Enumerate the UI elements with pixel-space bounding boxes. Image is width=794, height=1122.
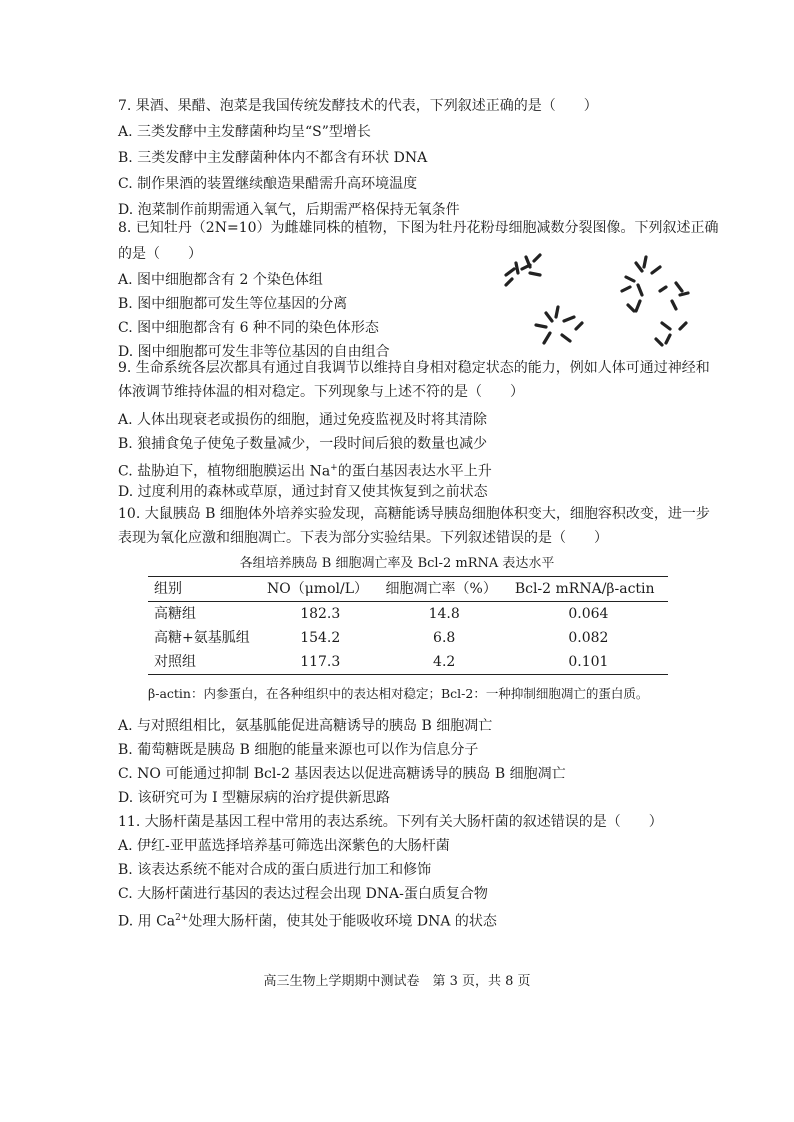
table-title: 各组培养胰岛 B 细胞凋亡率及 Bcl-2 mRNA 表达水平 — [239, 556, 555, 571]
q8-option-b: B. 图中细胞都可发生等位基因的分离 — [118, 296, 348, 312]
cell-bcl2: 0.101 — [509, 650, 668, 675]
chromosome-cluster-1 — [506, 255, 540, 285]
q9-option-c — [118, 458, 492, 482]
q7-option-a: A. 三类发酵中主发酵菌种均呈“S”型增长 — [118, 124, 371, 140]
table-row — [148, 650, 668, 675]
q11-option-a: A. 伊红-亚甲蓝选择培养基可筛选出深紫色的大肠杆菌 — [118, 838, 450, 854]
q11-option-d — [118, 908, 497, 932]
header-group: 组别 — [148, 577, 261, 602]
q11-option-d-tail: 处理大肠杆菌，使其处于能吸收环境 DNA 的状态 — [188, 913, 497, 930]
cell-no: 154.2 — [300, 630, 341, 646]
table-row — [148, 626, 668, 650]
cell-bcl2: 0.082 — [568, 630, 609, 646]
table-header-row — [148, 577, 668, 602]
header-no: NO（μmol/L） — [261, 577, 380, 602]
cell-no: 117.3 — [261, 650, 380, 675]
cell-no: 182.3 — [300, 606, 341, 622]
cell-apoptosis: 6.8 — [433, 630, 456, 646]
results-table — [148, 576, 668, 675]
q9-option-c-tail: 的蛋白基因表达水平上升 — [337, 463, 492, 480]
chromosome-cluster-4 — [656, 323, 686, 345]
header-apoptosis: 细胞凋亡率（%） — [380, 577, 509, 602]
q7-option-c: C. 制作果酒的装置继续酿造果醋需升高环境温度 — [118, 176, 418, 192]
cell-apoptosis: 4.2 — [380, 650, 509, 675]
q8-stem-line1: 8. 已知牡丹（2N=10）为雌雄同株的植物，下图为牡丹花粉母细胞减数分裂图像。下列叙述正确 — [118, 220, 719, 236]
table-note: β-actin：内参蛋白，在各种组织中的表达相对稳定；Bcl-2：一种抑制细胞凋亡的蛋白质。 — [148, 686, 649, 701]
table-row — [148, 602, 668, 627]
header-bcl2: Bcl-2 mRNA/β-actin — [509, 577, 668, 602]
q7-stem: 7. 果酒、果醋、泡菜是我国传统发酵技术的代表，下列叙述正确的是（ ） — [118, 98, 598, 114]
cell-apoptosis: 14.8 — [428, 606, 460, 622]
q8-stem-line2: 的是（ ） — [118, 246, 202, 262]
q11-stem: 11. 大肠杆菌是基因工程中常用的表达系统。下列有关大肠杆菌的叙述错误的是（ ） — [118, 814, 663, 830]
cell-group: 高糖组 — [154, 606, 196, 622]
page-footer: 高三生物上学期期中测试卷 第 3 页，共 8 页 — [263, 974, 531, 989]
cell-bcl2: 0.064 — [568, 606, 609, 622]
cell-group: 对照组 — [148, 650, 261, 675]
q9-option-d: D. 过度利用的森林或草原，通过封育又使其恢复到之前状态 — [118, 484, 488, 500]
q10-stem: 10. 大鼠胰岛 B 细胞体外培养实验发现，高糖能诱导胰岛细胞体积变大，细胞容积改变，进一步表现为氧化应激和细胞凋亡。下表为部分实验结果。下列叙述错误的是（ ） — [118, 506, 710, 546]
meiosis-micrograph — [486, 243, 722, 355]
calcium-charge: 2+ — [175, 913, 189, 923]
q11-option-c: C. 大肠杆菌进行基因的表达过程会出现 DNA-蛋白质复合物 — [118, 886, 488, 902]
chromosome-cluster-3 — [536, 307, 582, 343]
cell-group: 高糖+氨基胍组 — [154, 630, 250, 646]
q9-option-c-text: C. 盐胁迫下，植物细胞膜运出 Na — [118, 463, 331, 480]
q9-option-a: A. 人体出现衰老或损伤的细胞，通过免疫监视及时将其清除 — [118, 412, 488, 428]
chromosome-cluster-2 — [622, 257, 688, 311]
q9-option-b: B. 狼捕食兔子使兔子数量减少，一段时间后狼的数量也减少 — [118, 436, 488, 452]
q8-option-a: A. 图中细胞都含有 2 个染色体组 — [118, 272, 323, 288]
q10-option-b: B. 葡萄糖既是胰岛 B 细胞的能量来源也可以作为信息分子 — [118, 742, 479, 758]
sodium-charge: + — [330, 463, 338, 473]
q7-option-b: B. 三类发酵中主发酵菌种体内不都含有环状 DNA — [118, 150, 428, 166]
q7-option-d: D. 泡菜制作前期需通入氧气，后期需严格保持无氧条件 — [118, 202, 460, 218]
q8-option-d: D. 图中细胞都可发生非等位基因的自由组合 — [118, 344, 390, 360]
q9-stem: 9. 生命系统各层次都具有通过自我调节以维持自身相对稳定状态的能力，例如人体可通过神经和体液调节维持体温的相对稳定。下列现象与上述不符的是（ ） — [118, 360, 710, 400]
q10-option-c: C. NO 可能通过抑制 Bcl-2 基因表达以促进高糖诱导的胰岛 B 细胞凋亡 — [118, 766, 566, 782]
q10-option-a: A. 与对照组相比，氨基胍能促进高糖诱导的胰岛 B 细胞凋亡 — [118, 718, 493, 734]
q8-option-c: C. 图中细胞都含有 6 种不同的染色体形态 — [118, 320, 379, 336]
q11-option-b: B. 该表达系统不能对合成的蛋白质进行加工和修饰 — [118, 862, 432, 878]
q10-option-d: D. 该研究可为 I 型糖尿病的治疗提供新思路 — [118, 790, 391, 806]
q11-option-d-text: D. 用 Ca — [118, 913, 176, 930]
